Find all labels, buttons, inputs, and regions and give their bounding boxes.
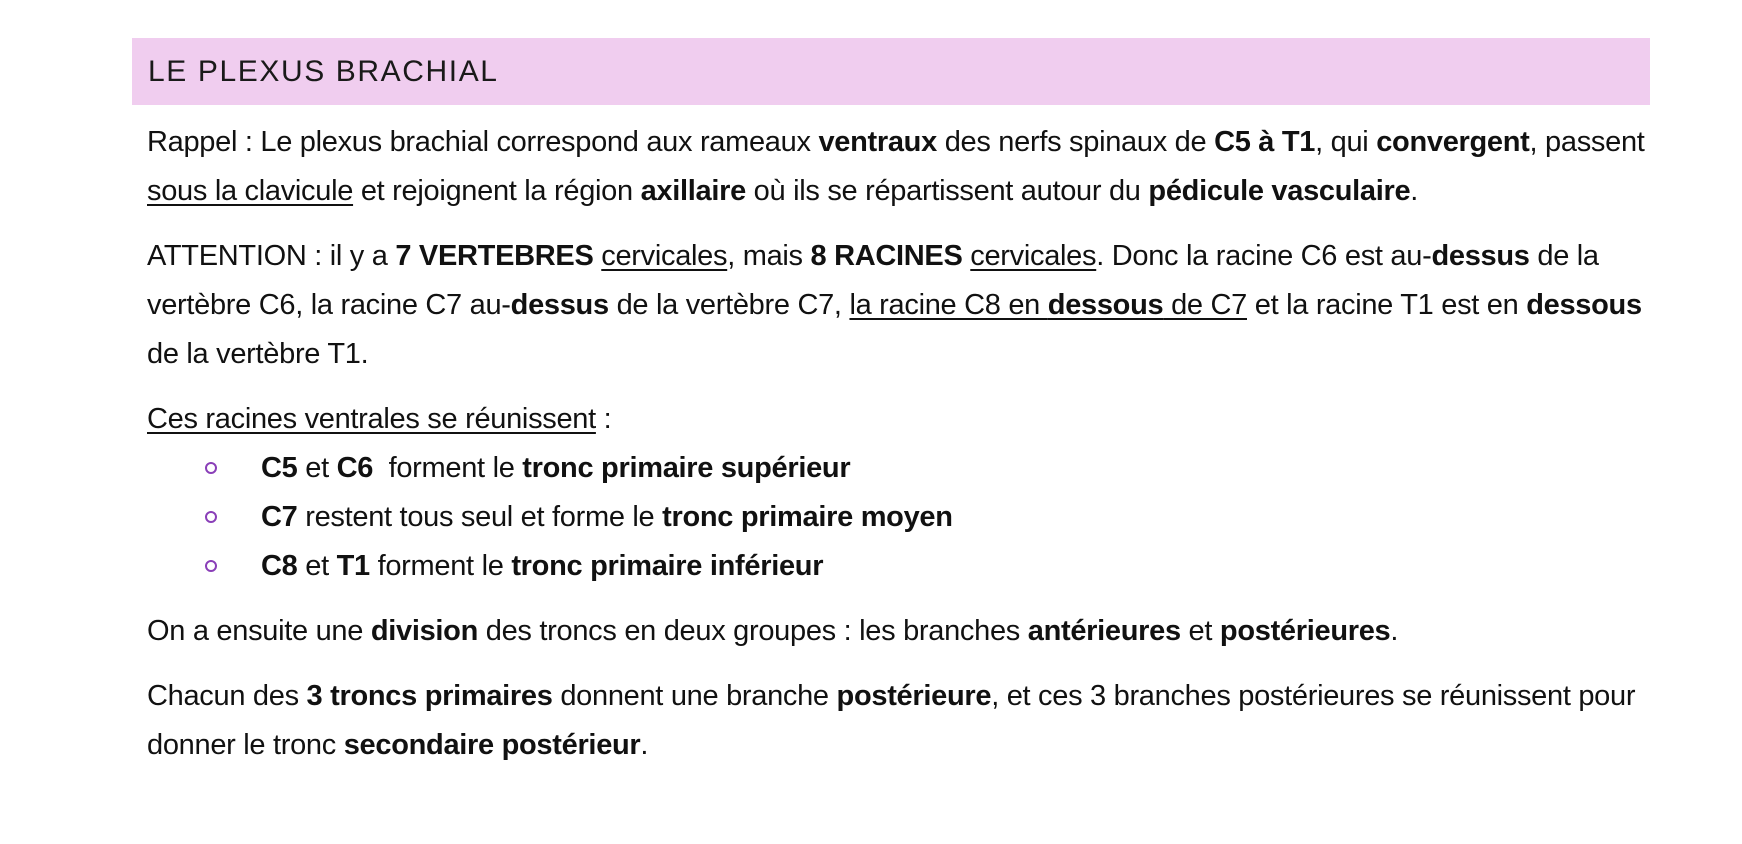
document-body [147,118,1647,786]
trunk-list [147,444,1647,591]
paragraph-attention: ATTENTION : il y a 7 VERTEBRES cervicales, mais 8 RACINES cervicales. Donc la racine C6 est au-dessus de la vertèbre C6, la racine C7 au-dessus de la vertèbre C7, la racine C8 en dessous de C7 et la racine T1 est en dessous de la vertèbre T1. [147,240,1642,370]
list-item: C8 et T1 forment le tronc primaire inférieur [147,542,1647,591]
section-title: LE PLEXUS BRACHIAL [148,54,499,88]
section-title-bar [132,38,1650,105]
paragraph-reunion-intro: Ces racines ventrales se réunissent : [147,403,612,435]
paragraph-rappel: Rappel : Le plexus brachial correspond aux rameaux ventraux des nerfs spinaux de C5 à T1, qui convergent, passent sous la clavicule et rejoignent la région axillaire où ils se répartissent autour du pédicule vasculaire. [147,126,1645,207]
paragraph-tronc-secondaire: Chacun des 3 troncs primaires donnent une branche postérieure, et ces 3 branches postérieures se réunissent pour donner le tronc secondaire postérieur. [147,680,1636,761]
list-item: C7 restent tous seul et forme le tronc primaire moyen [147,493,1647,542]
circle-bullet-icon [205,560,217,572]
circle-bullet-icon [205,511,217,523]
circle-bullet-icon [205,462,217,474]
paragraph-division: On a ensuite une division des troncs en deux groupes : les branches antérieures et postérieures. [147,615,1399,647]
list-item: C5 et C6 forment le tronc primaire supérieur [147,444,1647,493]
